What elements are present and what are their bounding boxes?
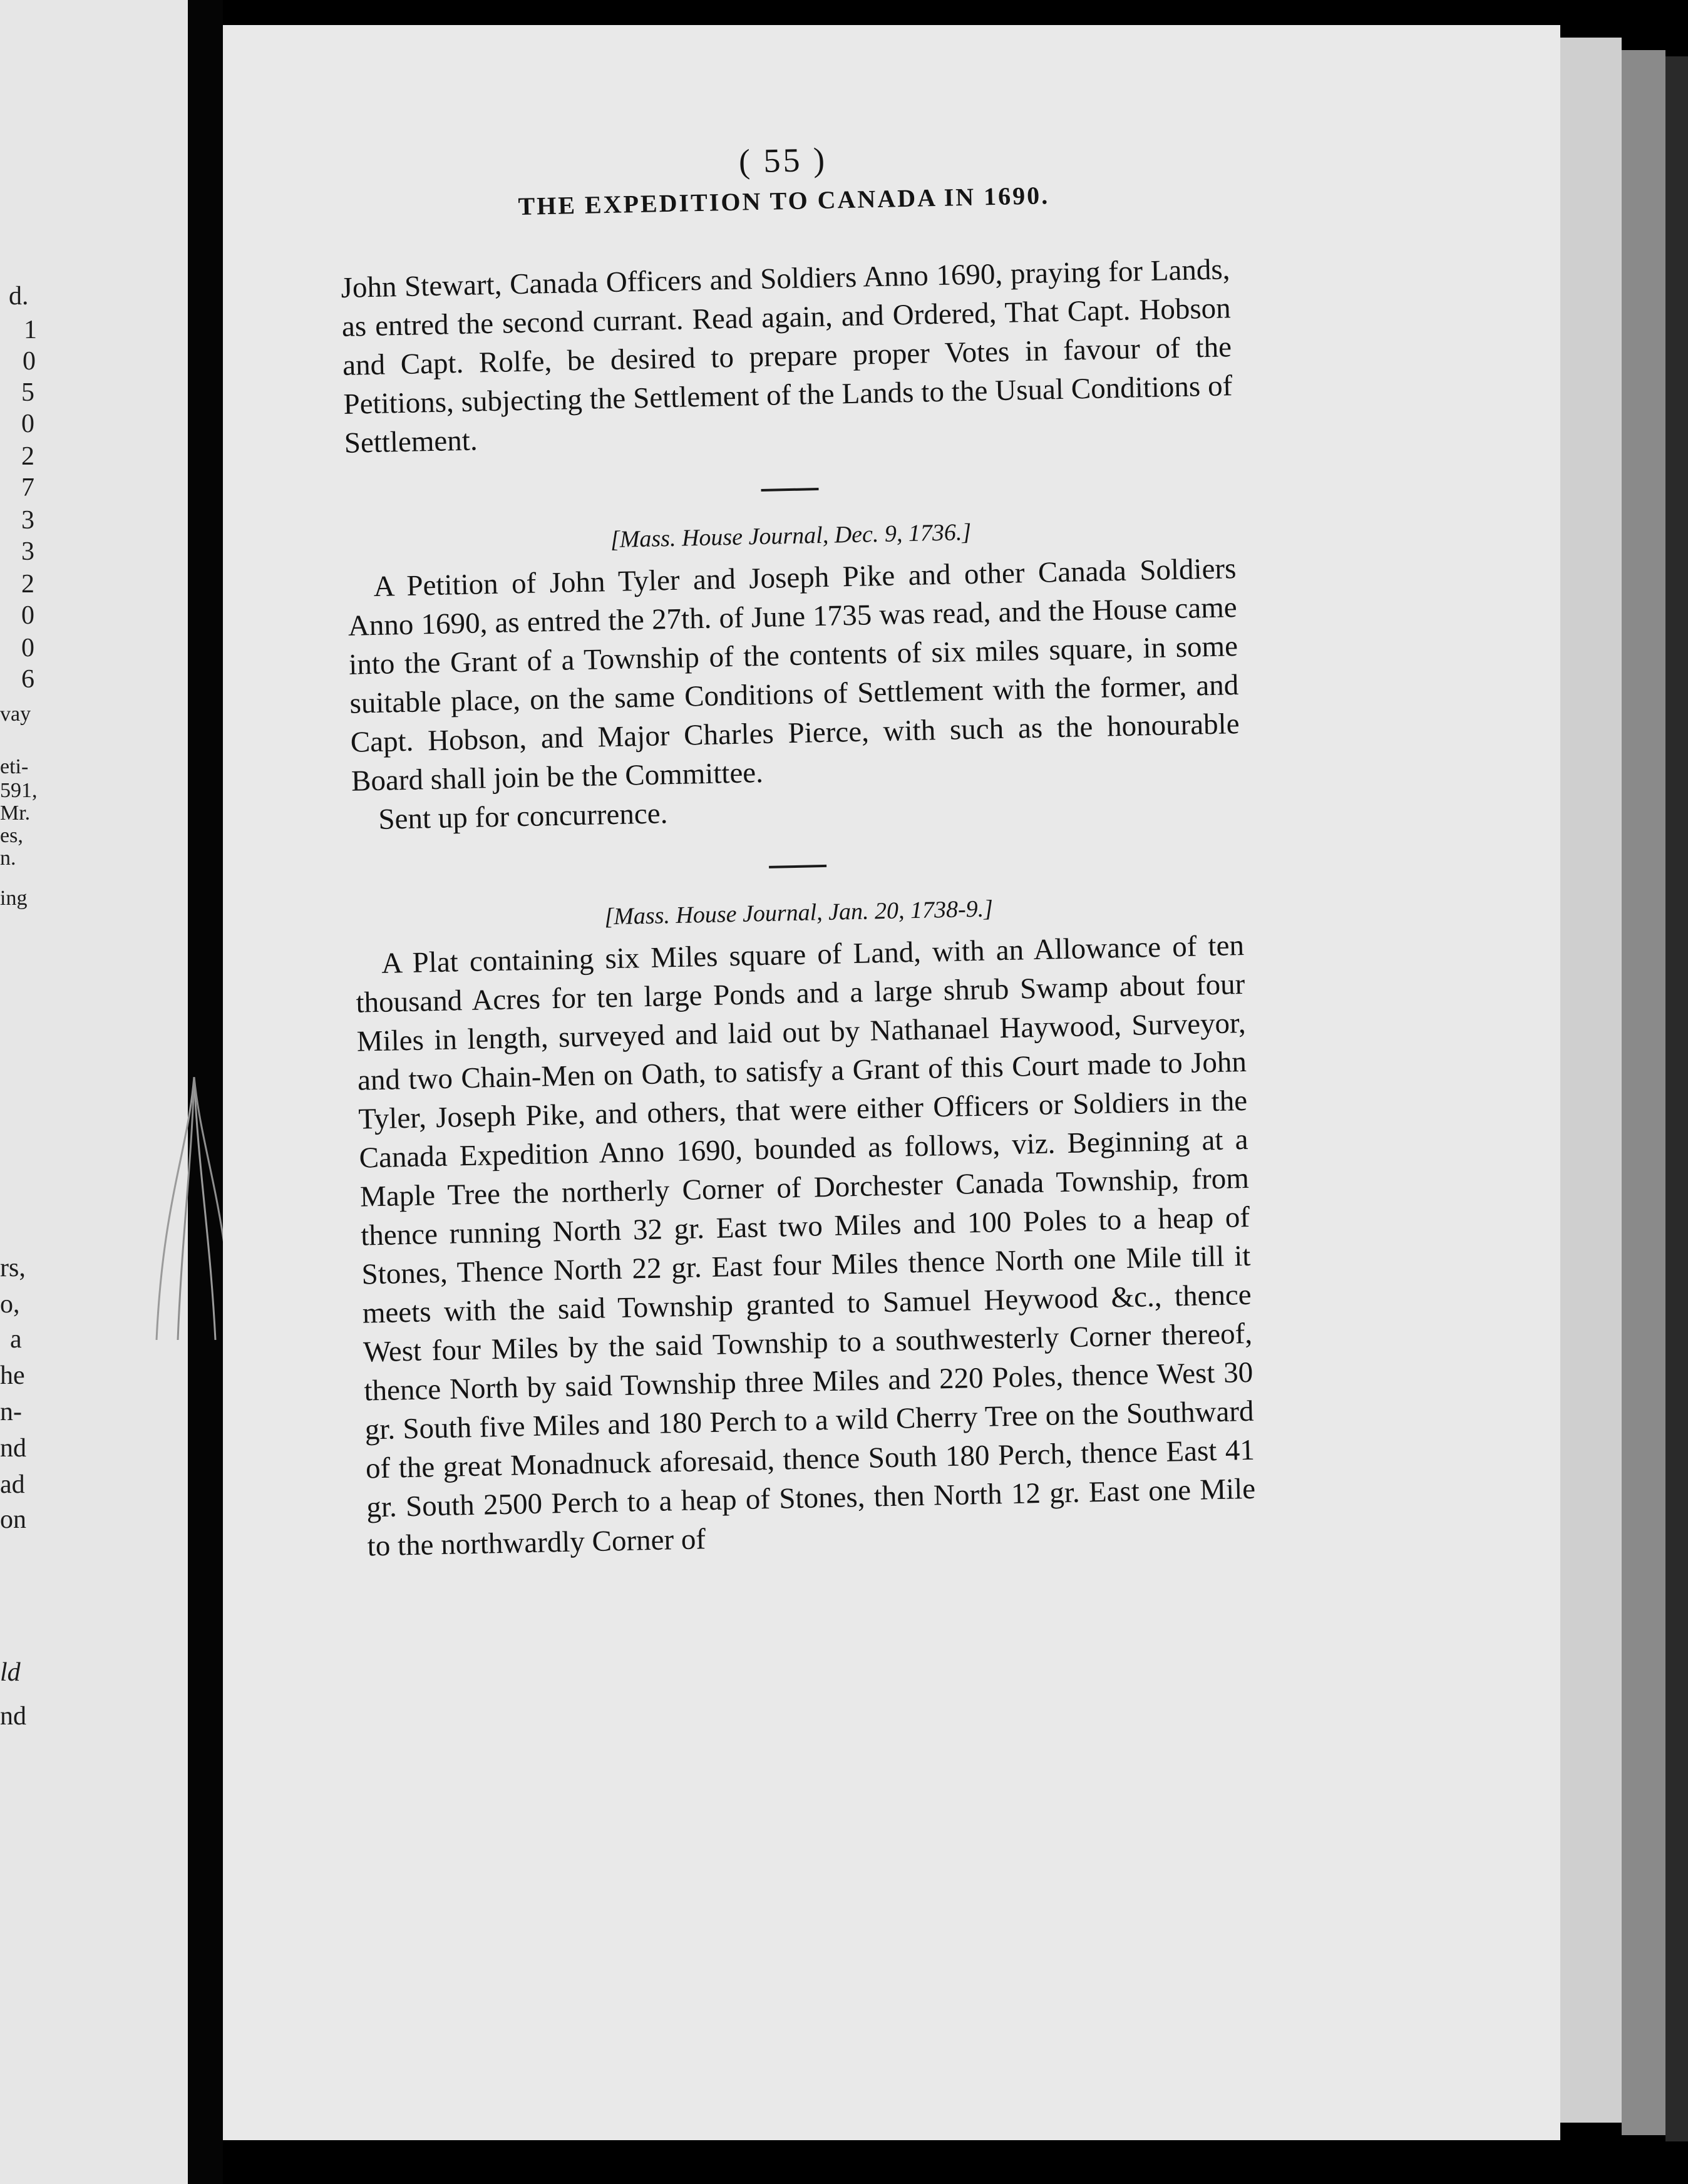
section-divider <box>761 488 818 492</box>
left-fragment: 0 <box>21 410 34 438</box>
left-fragment: vay <box>0 703 31 726</box>
left-fragment: 3 <box>21 506 34 535</box>
left-fragment: ad <box>0 1470 25 1499</box>
left-fragment: 6 <box>21 665 34 694</box>
citation-jan-1738: [Mass. House Journal, Jan. 20, 1738-9.] <box>604 895 994 930</box>
left-fragment: ing <box>0 887 28 910</box>
left-fragment: ld <box>0 1658 21 1687</box>
left-fragment: 5 <box>21 378 34 407</box>
left-fragment: 3 <box>21 537 34 566</box>
left-fragment: on <box>0 1505 26 1534</box>
left-fragment: Mr. <box>0 801 31 825</box>
section-divider <box>769 865 826 868</box>
left-fragment: o, <box>0 1290 20 1319</box>
left-fragment: nd <box>0 1434 26 1463</box>
left-fragment: 0 <box>23 347 36 376</box>
page-number: ( 55 ) <box>738 140 828 180</box>
left-fragment: d. <box>9 282 29 311</box>
left-fragment: a <box>10 1325 22 1354</box>
paragraph-plat-description: A Plat containing six Miles square of Land, with an Allowance of ten thousand Acres for ten large Ponds and a large shrub Swamp about four Miles in length, surveyed and laid out by Nathanael Haywood, Surveyor, and two Chain-Men on Oath, to satisfy a Grant of this Court made to John Tyler, Joseph Pike, and others, that were either Officers or Soldiers in the Canada Expedition Anno 1690, bounded as follows, viz. Beginning at a Maple Tree the northerly Corner of Dorchester Canada Township, from thence running North 32 gr. East two Miles and 100 Poles to a heap of Stones, Thence North 22 gr. East four Miles thence North one Mile till it meets with the said Township granted to Samuel Heywood &c., thence West four Miles by the said Township to a southwesterly Corner thereof, thence North by said Township three Miles and 220 Poles, thence West 30 gr. South five Miles and 180 Perch to a wild Cherry Tree on the Southward of the great Monadnuck aforesaid, thence South 180 Perch, thence East 41 gr. South 2500 Perch to a heap of Stones, then North 12 gr. East one Mile to the northwardly Corner of <box>355 929 1256 1563</box>
book-edge <box>1622 50 1665 2135</box>
concurrence-note: Sent up for concurrence. <box>378 797 668 836</box>
left-fragment: 0 <box>21 634 34 662</box>
left-fragment: 1 <box>24 316 37 344</box>
left-fragment: he <box>0 1361 25 1390</box>
citation-dec-1736: [Mass. House Journal, Dec. 9, 1736.] <box>610 518 972 554</box>
left-fragment: 2 <box>21 570 34 599</box>
left-fragment: eti- <box>0 755 29 778</box>
running-head: THE EXPEDITION TO CANADA IN 1690. <box>518 181 1050 220</box>
left-fragment: n. <box>0 847 16 870</box>
left-fragment: 7 <box>21 473 34 502</box>
left-fragment: nd <box>0 1702 26 1731</box>
book-cover-edge <box>1665 56 1688 2141</box>
paragraph-stewart-petition: John Stewart, Canada Officers and Soldiers Anno 1690, praying for Lands, as entred the second currant. Read again, and Ordered, That Capt. Hobson and Capt. Rolfe, be desired to prepare proper Votes in favour of the Petitions, subjecting the Settlement of the Lands to the Usual Conditions of Settlement. <box>341 253 1233 460</box>
left-fragment: 591, <box>0 779 38 802</box>
page-text <box>338 131 1257 1565</box>
left-fragment: rs, <box>0 1254 26 1282</box>
left-fragment: 0 <box>21 601 34 630</box>
left-fragment: n- <box>0 1398 22 1426</box>
paragraph-tyler-pike-petition: A Petition of John Tyler and Joseph Pike and other Canada Soldiers Anno 1690, as entred the 27th. of June 1735 was read, and the House came into the Grant of a Township of the contents of six miles square, in some suitable place, on the same Conditions of Settlement with the former, and Capt. Hobson, and Major Charles Pierce, with such as the honourable Board shall join be the Committee. <box>347 552 1240 798</box>
left-fragment: es, <box>0 824 23 847</box>
left-fragment: 2 <box>21 442 34 471</box>
